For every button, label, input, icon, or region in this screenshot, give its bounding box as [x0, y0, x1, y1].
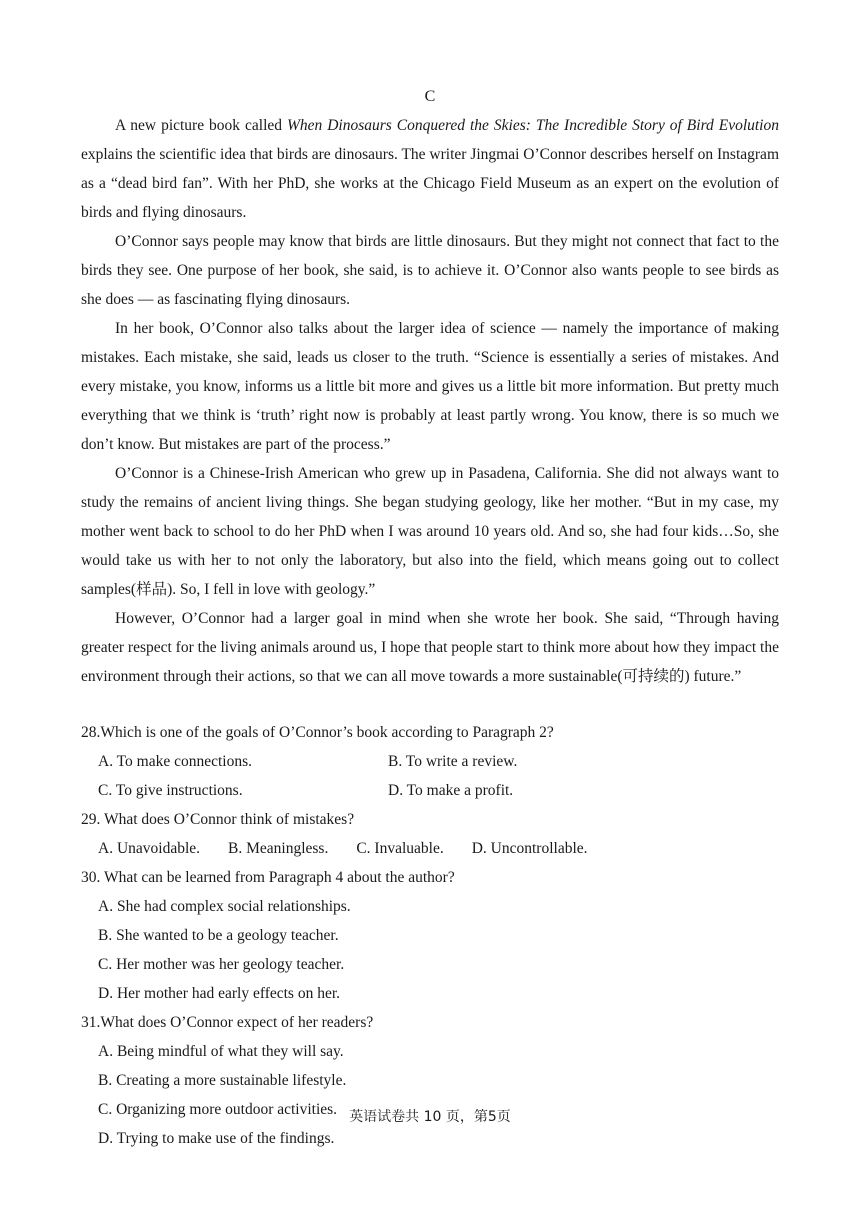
option-b: B. Meaningless.	[228, 840, 329, 857]
option-a: A. She had complex social relationships.	[98, 898, 351, 915]
question-list	[81, 718, 779, 1153]
page-footer: 英语试卷共 10 页，第5页	[349, 1109, 511, 1125]
book-title: When Dinosaurs Conquered the Skies: The Incredible Story of Bird Evolution	[286, 117, 779, 134]
option-c: C. To give instructions.	[98, 782, 243, 799]
option-list	[81, 747, 779, 805]
option-b: B. To write a review.	[388, 753, 518, 770]
option-c: C. Her mother was her geology teacher.	[98, 956, 345, 973]
option-d: D. Trying to make use of the findings.	[98, 1130, 335, 1147]
question-31	[81, 1008, 779, 1153]
option-a: A. Being mindful of what they will say.	[98, 1043, 344, 1060]
paragraph-5: However, O’Connor had a larger goal in mind when she wrote her book. She said, “Through having greater respect for the living animals around us, I hope that people start to think more about how they impact the environment through their actions, so that we can all move towards a more sustainable(可持续的) future.”	[81, 610, 779, 685]
option-d: D. Her mother had early effects on her.	[98, 985, 341, 1002]
paragraph-1-rest: explains the scientific idea that birds are dinosaurs. The writer Jingmai O’Connor describes herself on Instagram as a “dead bird fan”. With her PhD, she works at the Chicago Field Museum as an expert on the evolution of birds and flying dinosaurs.	[81, 146, 779, 221]
option-c: C. Organizing more outdoor activities.	[98, 1101, 338, 1118]
option-b: B. Creating a more sustainable lifestyle.	[98, 1072, 347, 1089]
option-a: A. To make connections.	[98, 753, 253, 770]
question-30	[81, 863, 779, 1008]
question-text: 30. What can be learned from Paragraph 4 about the author?	[81, 869, 455, 886]
paragraph-1	[81, 111, 779, 227]
question-text: 28.Which is one of the goals of O’Connor’s book according to Paragraph 2?	[81, 724, 554, 741]
paragraph-3: In her book, O’Connor also talks about the larger idea of science — namely the importance of making mistakes. Each mistake, she said, leads us closer to the truth. “Science is essentially a series of mistakes. And every mistake, you know, informs us a little bit more and gives us a little bit more information. But pretty much everything that we think is ‘truth’ right now is probably at least partly wrong. You know, there is so much we don’t know. But mistakes are part of the process.”	[81, 320, 779, 453]
question-text: 31.What does O’Connor expect of her readers?	[81, 1014, 374, 1031]
question-29	[81, 805, 779, 863]
option-list	[81, 892, 779, 1008]
reading-passage	[81, 111, 779, 691]
section-heading: C	[424, 88, 436, 105]
option-c: C. Invaluable.	[356, 840, 444, 857]
option-d: D. Uncontrollable.	[471, 840, 588, 857]
paragraph-4: O’Connor is a Chinese-Irish American who grew up in Pasadena, California. She did not always want to study the remains of ancient living things. She began studying geology, like her mother. “But in my case, my mother went back to school to do her PhD when I was around 10 years old. And so, she had four kids…So, she would take us with her to not only the laboratory, but also into the field, which means going out to collect samples(样品). So, I fell in love with geology.”	[81, 465, 779, 598]
option-a: A. Unavoidable.	[98, 840, 201, 857]
question-28	[81, 718, 779, 805]
paragraph-1-intro: A new picture book called	[115, 117, 287, 134]
option-d: D. To make a profit.	[388, 782, 514, 799]
option-b: B. She wanted to be a geology teacher.	[98, 927, 339, 944]
option-list	[81, 1037, 779, 1153]
option-list	[81, 834, 779, 863]
paragraph-2: O’Connor says people may know that birds are little dinosaurs. But they might not connect that fact to the birds they see. One purpose of her book, she said, is to achieve it. O’Connor also wants people to see birds as she does — as fascinating flying dinosaurs.	[81, 233, 779, 308]
question-text: 29. What does O’Connor think of mistakes?	[81, 811, 355, 828]
